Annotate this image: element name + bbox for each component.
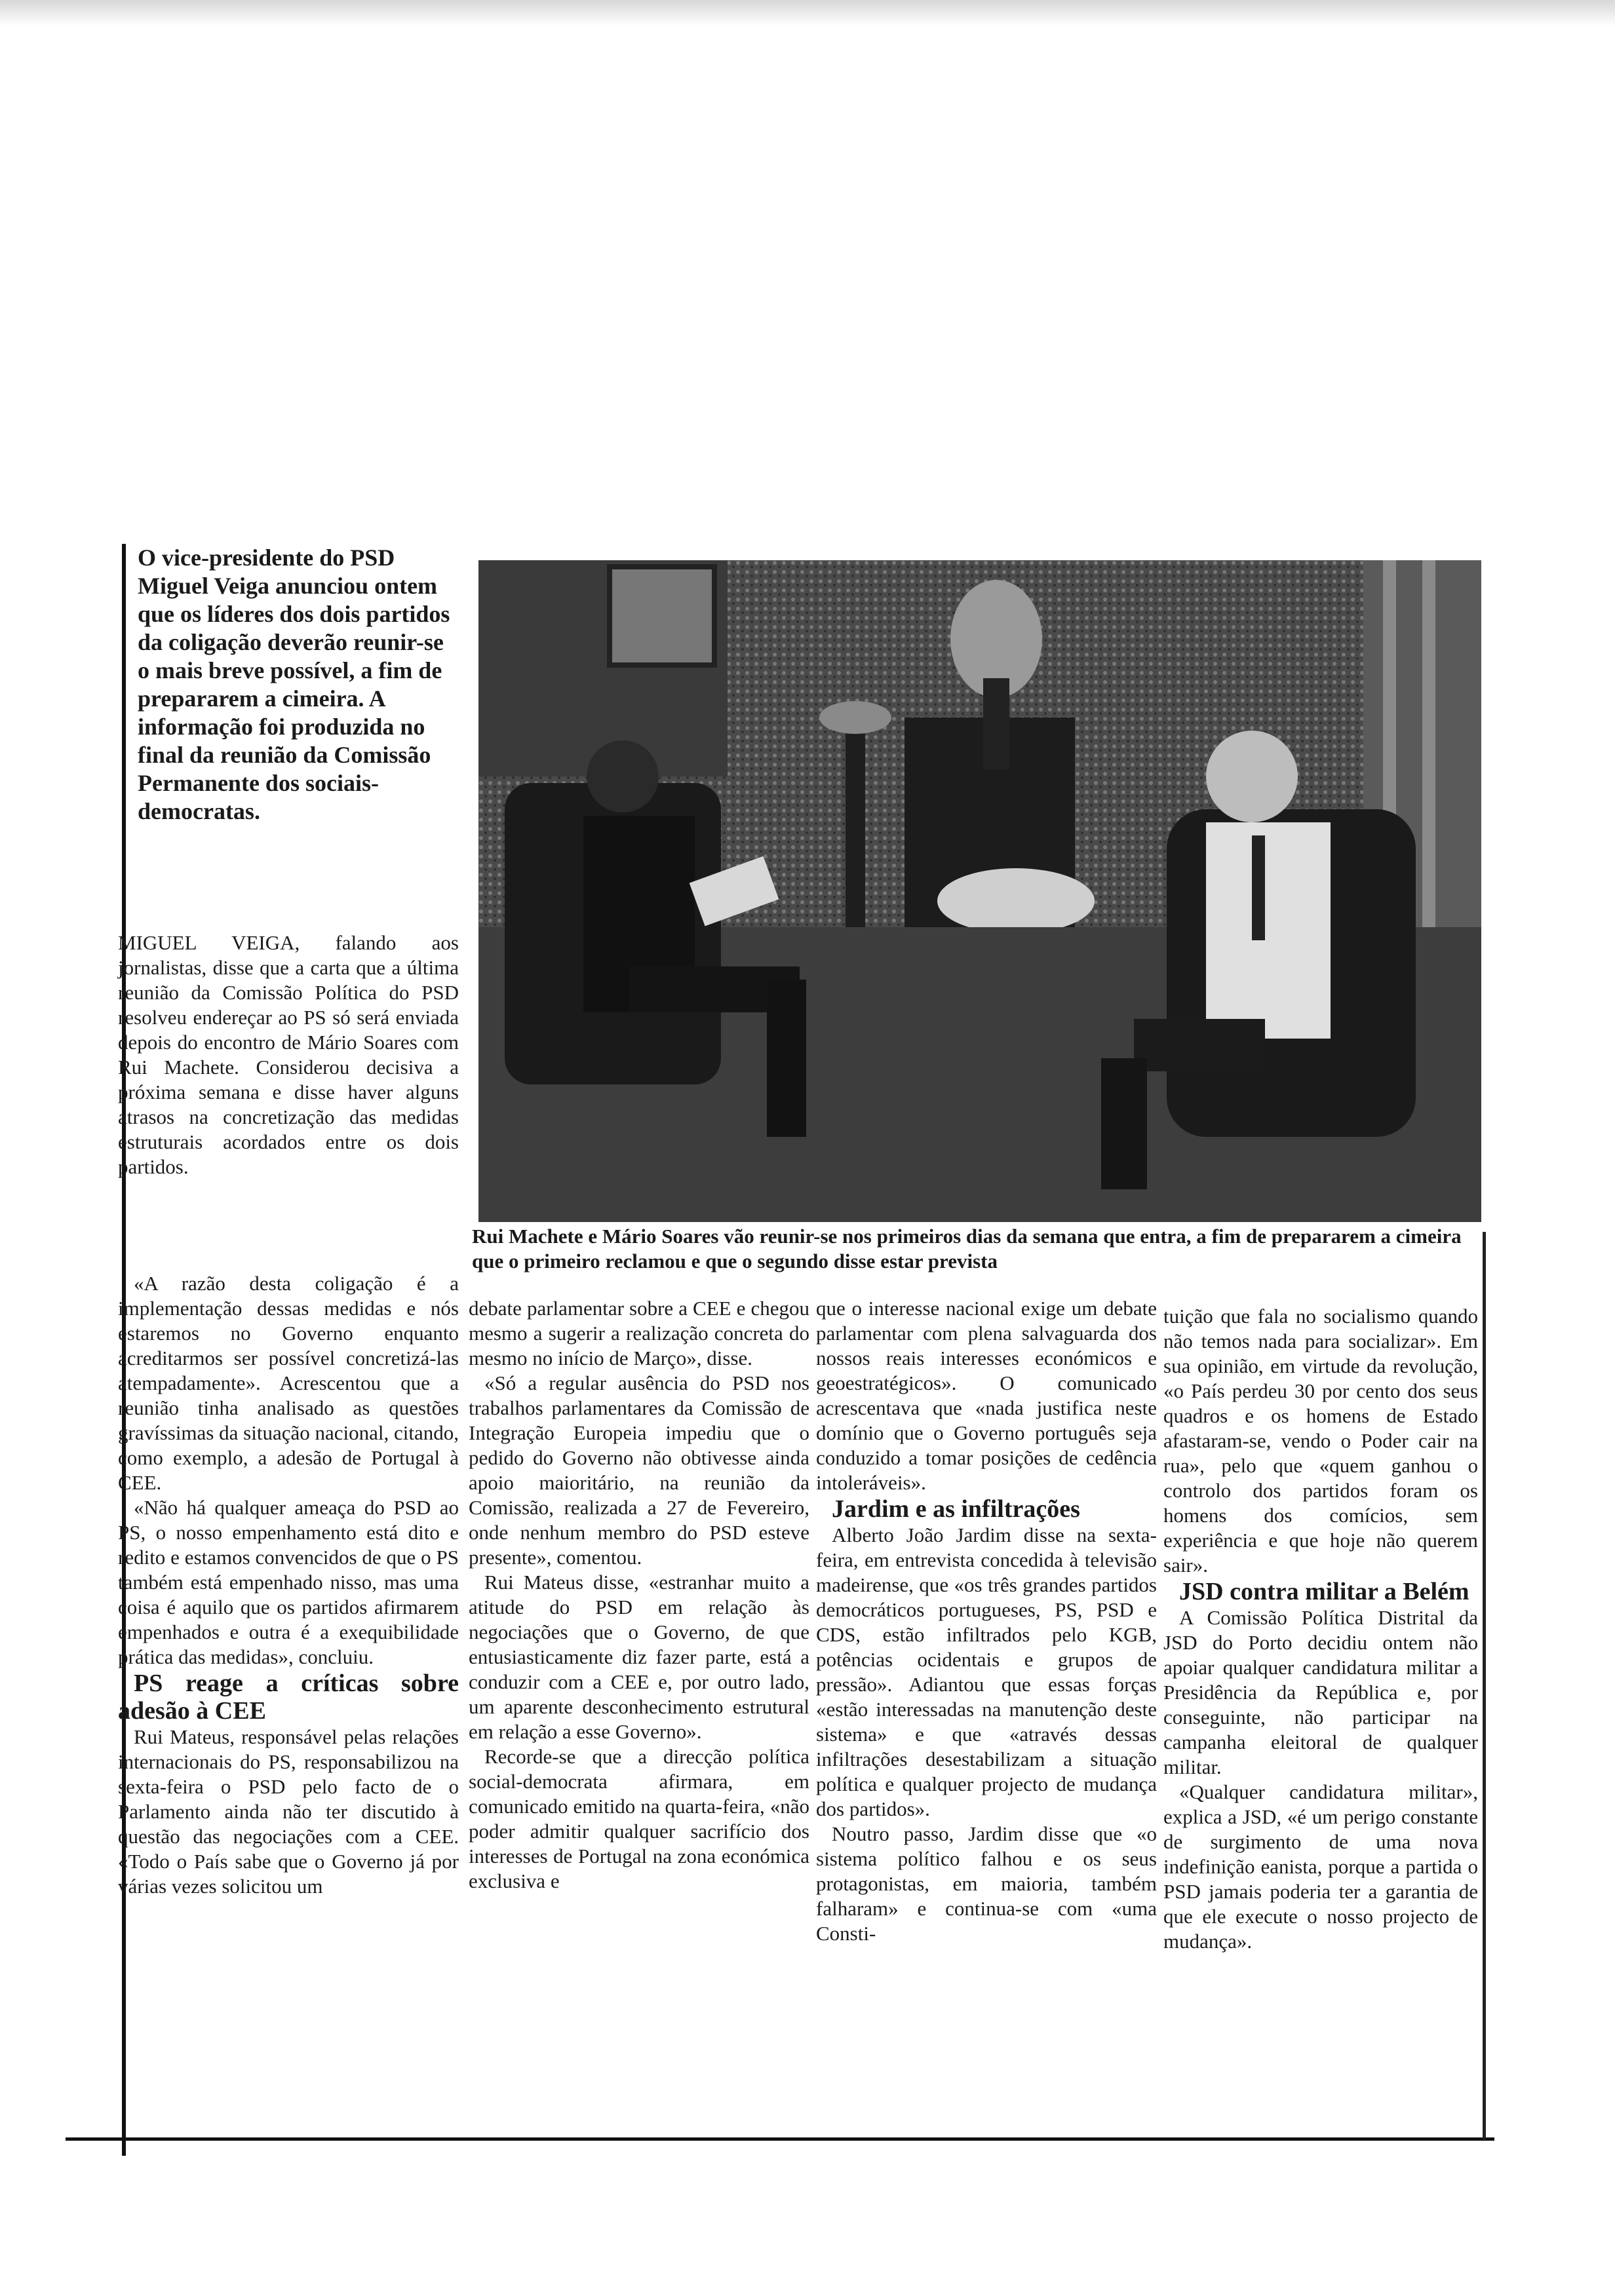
paragraph: Rui Mateus, responsável pelas relações internacionais do PS, responsabilizou na sexta-feira o PSD pelo facto de o Parlamento ainda não ter discutido à questão das negociações com a CEE. «Todo o País sabe que o Governo já por várias vezes solicitou um	[118, 1725, 459, 1898]
scan-edge-shadow	[0, 0, 1615, 26]
column-2	[469, 1296, 809, 1894]
section-heading-ps: PS reage a críticas sobre adesão à CEE	[118, 1670, 459, 1725]
news-photo	[478, 560, 1481, 1222]
photo-illustration	[478, 560, 1481, 1222]
photo-caption: Rui Machete e Mário Soares vão reunir-se nos primeiros dias da semana que entra, a fim de prepararem a cimeira que o primeiro reclamou e que o segundo disse estar prevista	[472, 1225, 1462, 1272]
clipping-bottom-border	[66, 2137, 1494, 2141]
paragraph: Noutro passo, Jardim disse que «o sistema político falhou e os seus protagonistas, em maioria, também falharam» e continua-se com «uma Consti-	[816, 1822, 1157, 1945]
article-lead: O vice-presidente do PSD Miguel Veiga anunciou ontem que os líderes dos dois partidos da coligação deverão reunir-se o mais breve possível, a fim de prepararem a cimeira. A informação foi produzida no final da reunião da Comissão Permanente dos sociais-democratas.	[138, 545, 450, 824]
column-1-top	[118, 930, 459, 1179]
clipping-right-border	[1483, 1232, 1486, 2139]
paragraph: debate parlamentar sobre a CEE e chegou mesmo a sugerir a realização concreta do mesmo no início de Março», disse.	[469, 1297, 809, 1369]
column-4	[1163, 1304, 1478, 1954]
section-heading-jardim: Jardim e as infiltrações	[832, 1495, 1080, 1523]
paragraph: Recorde-se que a direcção política social-democrata afirmara, em comunicado emitido na quarta-feira, «não poder admitir qualquer sacrifício dos interesses de Portugal na zona económica exclusiva e	[469, 1745, 809, 1892]
section-heading-jsd: JSD contra militar a Belém	[1179, 1578, 1469, 1605]
paragraph: Rui Mateus disse, «estranhar muito a atitude do PSD em relação às negociações que o Governo, de que entusiasticamente diz fazer parte, está a conduzir com a CEE e, por outro lado, um aparente desconhecimento estrutural em relação a esse Governo».	[469, 1571, 809, 1743]
paragraph: que o interesse nacional exige um debate parlamentar com plena salvaguarda dos nossos reais interesses económicos e geoestratégicos». O comunicado acrescentava que «nada justifica neste domínio que o Governo português seja conduzido a tomar posições de cedência intoleráveis».	[816, 1297, 1157, 1494]
paragraph: «Qualquer candidatura militar», explica a JSD, «é um perigo constante de surgimento de uma nova indefinição eanista, porque a partida o PSD jamais poderia ter a garantia de que ele execute o nosso projecto de mudança».	[1163, 1780, 1478, 1953]
paragraph: MIGUEL VEIGA, falando aos jornalistas, disse que a carta que a última reunião da Comissão Política do PSD resolveu endereçar ao PS só será enviada depois do encontro de Mário Soares com Rui Machete. Considerou decisiva a próxima semana e disse haver alguns atrasos na concretização das medidas estruturais acordados entre os dois partidos.	[118, 931, 459, 1178]
paragraph: Alberto João Jardim disse na sexta-feira, em entrevista concedida à televisão madeirense, que «os três grandes partidos democráticos portugueses, PS, PSD e CDS, estão infiltrados pelo KGB, potências ocidentais e grupos de pressão». Adiantou que essas forças «estão interessadas na manutenção deste sistema» e que «através dessas infiltrações desestabilizam a situação política e qualquer projecto de mudança dos partidos».	[816, 1523, 1157, 1820]
paragraph: A Comissão Política Distrital da JSD do Porto decidiu ontem não apoiar qualquer candidatura militar a Presidência da República e, por conseguinte, não participar na campanha eleitoral de qualquer militar.	[1163, 1606, 1478, 1778]
column-1-bottom	[118, 1271, 459, 1899]
paragraph: tuição que fala no socialismo quando não temos nada para socializar». Em sua opinião, em virtude da revolução, «o País perdeu 30 por cento dos seus quadros e os homens de Estado afastaram-se, vendo o Poder cair na rua», pelo que «quem ganhou o controlo dos partidos foram os homens dos comícios, sem experiência e que hoje não querem sair».	[1163, 1305, 1478, 1577]
paragraph: «Só a regular ausência do PSD nos trabalhos parlamentares da Comissão de Integração Europeia impediu que o pedido do Governo não obtivesse ainda apoio maioritário, na reunião da Comissão, realizada a 27 de Fevereiro, onde nenhum membro do PSD esteve presente», comentou.	[469, 1371, 809, 1569]
paragraph: «Não há qualquer ameaça do PSD ao PS, o nosso empenhamento está dito e redito e estamos convencidos de que o PS também está empenhado nisso, mas uma coisa é aquilo que os partidos afirmarem empenhados e outra é a exequibilidade prática das medidas», concluiu.	[118, 1496, 459, 1668]
paragraph: «A razão desta coligação é a implementação dessas medidas e nós estaremos no Governo enquanto acreditarmos ser possível concretizá-las atempadamente». Acrescentou que a reunião tinha analisado as questões gravíssimas da situação nacional, citando, como exemplo, a adesão de Portugal à CEE.	[118, 1272, 459, 1494]
column-3	[816, 1296, 1157, 1946]
